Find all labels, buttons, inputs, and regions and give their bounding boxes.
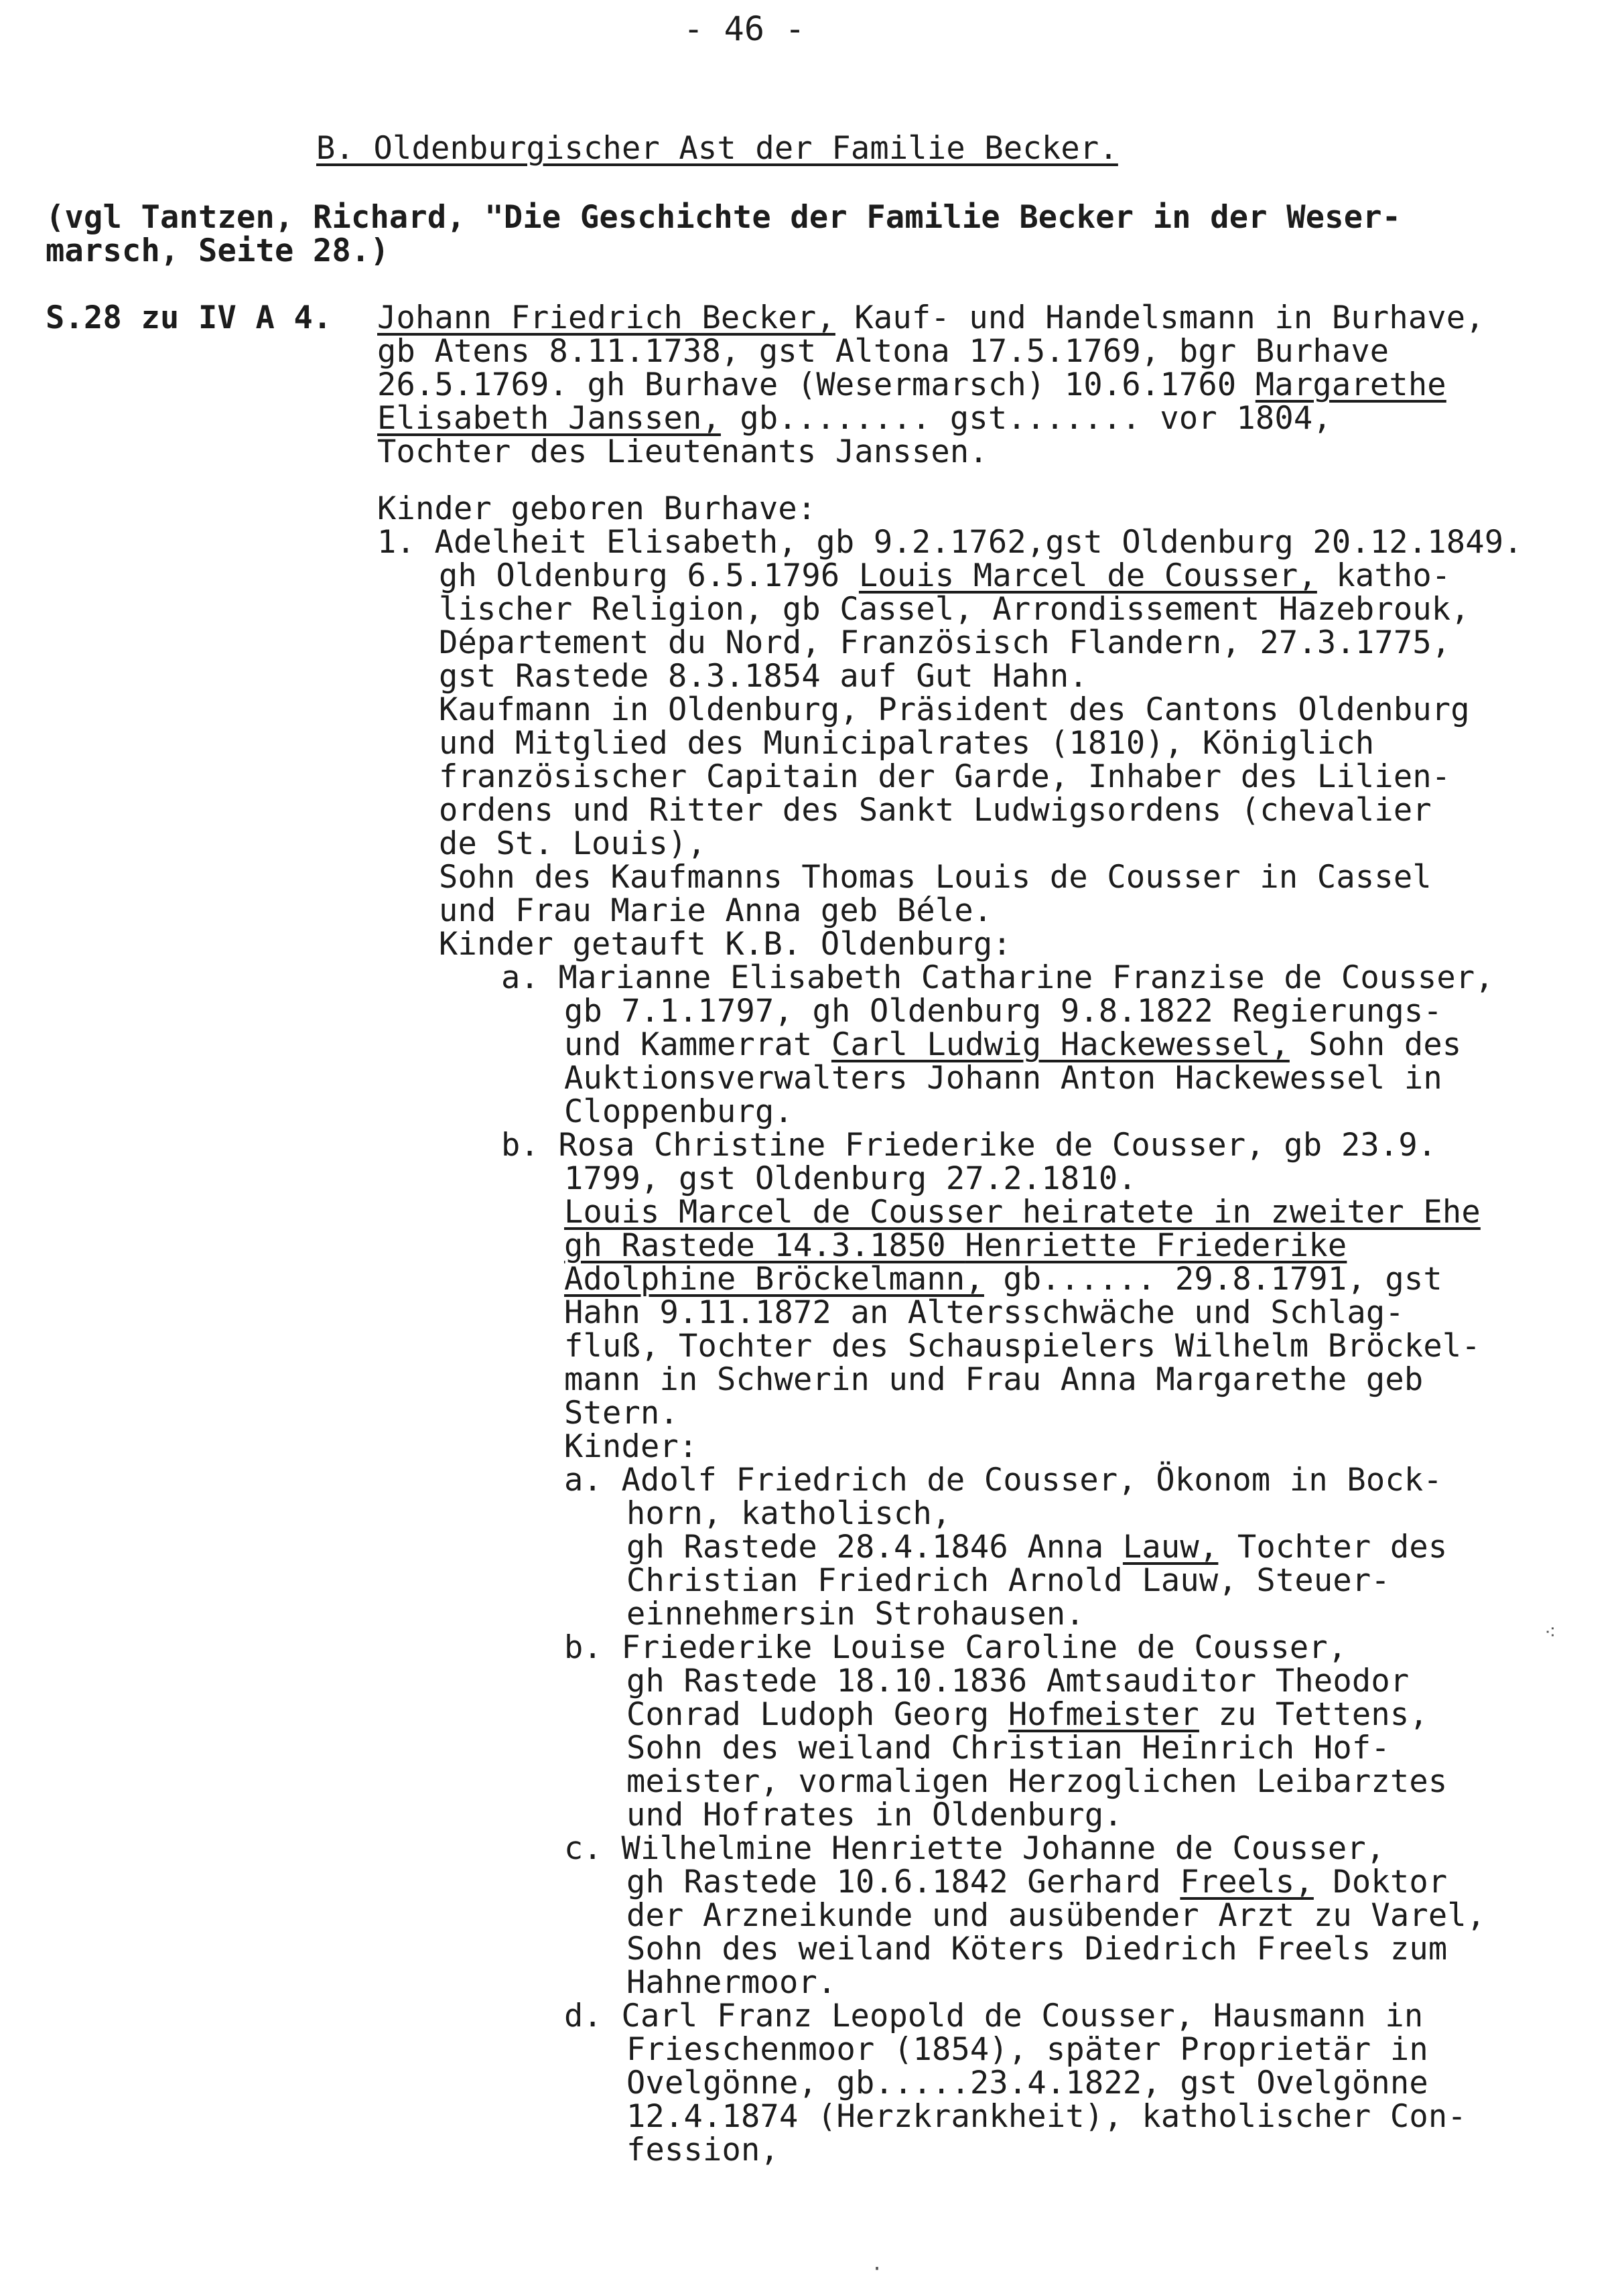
child1-line-9: ordens und Ritter des Sankt Ludwigsordens (chevalier xyxy=(439,792,1432,829)
sm-child-d-line-4: 12.4.1874 (Herzkrankheit), katholischer Con- xyxy=(626,2098,1467,2135)
spouse-name: Louis Marcel de Cousser, xyxy=(858,557,1317,594)
child1-line-4: Département du Nord, Französisch Flandern, 27.3.1775, xyxy=(439,624,1451,661)
second-marriage-line-8: Kinder: xyxy=(564,1428,698,1465)
sm-child-b-line-5: meister, vormaligen Herzoglichen Leibarztes xyxy=(626,1763,1448,1800)
sm-child-c-line-1: c. Wilhelmine Henriette Johanne de Cousser, xyxy=(564,1830,1385,1867)
spouse-name: Lauw, xyxy=(1122,1529,1219,1566)
second-marriage-line-1: Louis Marcel de Cousser heiratete in zweiter Ehe xyxy=(564,1194,1481,1231)
sm-child-a-line-2: horn, katholisch, xyxy=(626,1495,951,1532)
sm-child-c-line-5: Hahnermoor. xyxy=(626,1964,837,2001)
entry-line-3: 26.5.1769. gh Burhave (Wesermarsch) 10.6.1760 Margarethe xyxy=(377,366,1446,403)
section-heading xyxy=(316,132,1118,165)
sm-child-b-line-6: und Hofrates in Oldenburg. xyxy=(626,1797,1123,1833)
entry-reference: S.28 zu IV A 4. xyxy=(46,299,332,336)
child1-line-8: französischer Capitain der Garde, Inhaber des Lilien- xyxy=(439,758,1451,795)
entry-line-1: Johann Friedrich Becker, Kauf- und Handelsmann in Burhave, xyxy=(377,299,1485,336)
heading-text: B. Oldenburgischer Ast der Familie Becker. xyxy=(316,130,1118,167)
sm-child-a-line-4: Christian Friedrich Arnold Lauw, Steuer- xyxy=(626,1562,1390,1599)
spouse-name: Margarethe xyxy=(1255,366,1446,403)
child1-line-7: und Mitglied des Municipalrates (1810), Königlich xyxy=(439,725,1375,762)
entry-line-2: gb Atens 8.11.1738, gst Altona 17.5.1769, bgr Burhave xyxy=(377,333,1390,370)
sm-child-c-line-3: der Arzneikunde und ausübender Arzt zu Varel, xyxy=(626,1897,1486,1934)
intro-line-2: marsch, Seite 28.) xyxy=(46,232,389,269)
sm-child-b-line-1: b. Friederike Louise Caroline de Cousser, xyxy=(564,1629,1347,1666)
sm-child-b-line-3: Conrad Ludoph Georg Hofmeister zu Tettens, xyxy=(626,1696,1428,1733)
scan-speck: · xyxy=(871,2258,884,2281)
spouse-name-cont: Adolphine Bröckelmann, xyxy=(564,1261,984,1298)
sm-child-a-line-3: gh Rastede 28.4.1846 Anna Lauw, Tochter des xyxy=(626,1529,1448,1566)
grandchild-b-line-2: 1799, gst Oldenburg 27.2.1810. xyxy=(564,1160,1137,1197)
entry-line-4: Elisabeth Janssen, gb........ gst....... vor 1804, xyxy=(377,400,1332,437)
child1-line-5: gst Rastede 8.3.1854 auf Gut Hahn. xyxy=(439,658,1088,695)
scan-speck: ⁖ xyxy=(1544,1621,1556,1645)
sm-child-a-line-5: einnehmersin Strohausen. xyxy=(626,1596,1085,1633)
sm-child-b-line-4: Sohn des weiland Christian Heinrich Hof- xyxy=(626,1730,1390,1766)
spouse-name: Hofmeister xyxy=(1008,1696,1199,1733)
grandchild-a-line-3: und Kammerrat Carl Ludwig Hackewessel, Sohn des xyxy=(564,1026,1462,1063)
sm-child-b-line-2: gh Rastede 18.10.1836 Amtsauditor Theodor xyxy=(626,1663,1410,1700)
grandchild-a-line-4: Auktionsverwalters Johann Anton Hackewessel in xyxy=(564,1060,1442,1097)
sm-child-d-line-5: fession, xyxy=(626,2132,779,2168)
sm-child-c-line-4: Sohn des weiland Köters Diedrich Freels zum xyxy=(626,1931,1448,1967)
second-marriage-line-2: gh Rastede 14.3.1850 Henriette Friederike xyxy=(564,1227,1347,1264)
child1-line-2: gh Oldenburg 6.5.1796 Louis Marcel de Cousser, katho- xyxy=(439,557,1451,594)
second-marriage-line-3: Adolphine Bröckelmann, gb...... 29.8.1791, gst xyxy=(564,1261,1442,1298)
person-name: Johann Friedrich Becker, xyxy=(377,299,835,336)
sm-child-a-line-1: a. Adolf Friedrich de Cousser, Ökonom in Bock- xyxy=(564,1462,1442,1499)
spouse-name-cont: Elisabeth Janssen, xyxy=(377,400,721,437)
grandchild-a-line-1: a. Marianne Elisabeth Catharine Franzise de Cousser, xyxy=(501,959,1494,996)
sm-child-d-line-1: d. Carl Franz Leopold de Cousser, Hausmann in xyxy=(564,1998,1424,2034)
grandchild-b-line-1: b. Rosa Christine Friederike de Cousser, gb 23.9. xyxy=(501,1127,1437,1164)
page-number: - 46 - xyxy=(683,9,805,48)
spouse-name: Freels, xyxy=(1180,1864,1314,1900)
child1-line-13: Kinder getauft K.B. Oldenburg: xyxy=(439,926,1012,963)
second-marriage-line-7: Stern. xyxy=(564,1395,679,1432)
spouse-name: Carl Ludwig Hackewessel, xyxy=(831,1026,1290,1063)
second-marriage-line-5: fluß, Tochter des Schauspielers Wilhelm Bröckel- xyxy=(564,1328,1481,1365)
second-marriage-line-6: mann in Schwerin und Frau Anna Margarethe geb xyxy=(564,1361,1424,1398)
grandchild-a-line-2: gb 7.1.1797, gh Oldenburg 9.8.1822 Regierungs- xyxy=(564,993,1442,1030)
child1-line-11: Sohn des Kaufmanns Thomas Louis de Cousser in Cassel xyxy=(439,859,1432,896)
second-marriage-line-4: Hahn 9.11.1872 an Altersschwäche und Schlag- xyxy=(564,1294,1404,1331)
child1-line-10: de St. Louis), xyxy=(439,825,706,862)
child1-line-12: und Frau Marie Anna geb Béle. xyxy=(439,892,993,929)
sm-child-d-line-3: Ovelgönne, gb.....23.4.1822, gst Ovelgönne xyxy=(626,2065,1428,2101)
grandchild-a-line-5: Cloppenburg. xyxy=(564,1093,793,1130)
child1-line-3: lischer Religion, gb Cassel, Arrondissement Hazebrouk, xyxy=(439,591,1470,628)
spouse-name: Henriette Friederike xyxy=(965,1227,1347,1264)
children-intro: Kinder geboren Burhave: xyxy=(377,490,817,527)
sm-child-d-line-2: Frieschenmoor (1854), später Proprietär in xyxy=(626,2031,1428,2068)
intro-line-1: (vgl Tantzen, Richard, "Die Geschichte der Familie Becker in der Weser- xyxy=(46,199,1402,236)
child1-line-6: Kaufmann in Oldenburg, Präsident des Cantons Oldenburg xyxy=(439,691,1470,728)
child1-line-1: 1. Adelheit Elisabeth, gb 9.2.1762,gst Oldenburg 20.12.1849. xyxy=(377,524,1523,561)
sm-child-c-line-2: gh Rastede 10.6.1842 Gerhard Freels, Doktor xyxy=(626,1864,1448,1900)
entry-line-5: Tochter des Lieutenants Janssen. xyxy=(377,433,988,470)
